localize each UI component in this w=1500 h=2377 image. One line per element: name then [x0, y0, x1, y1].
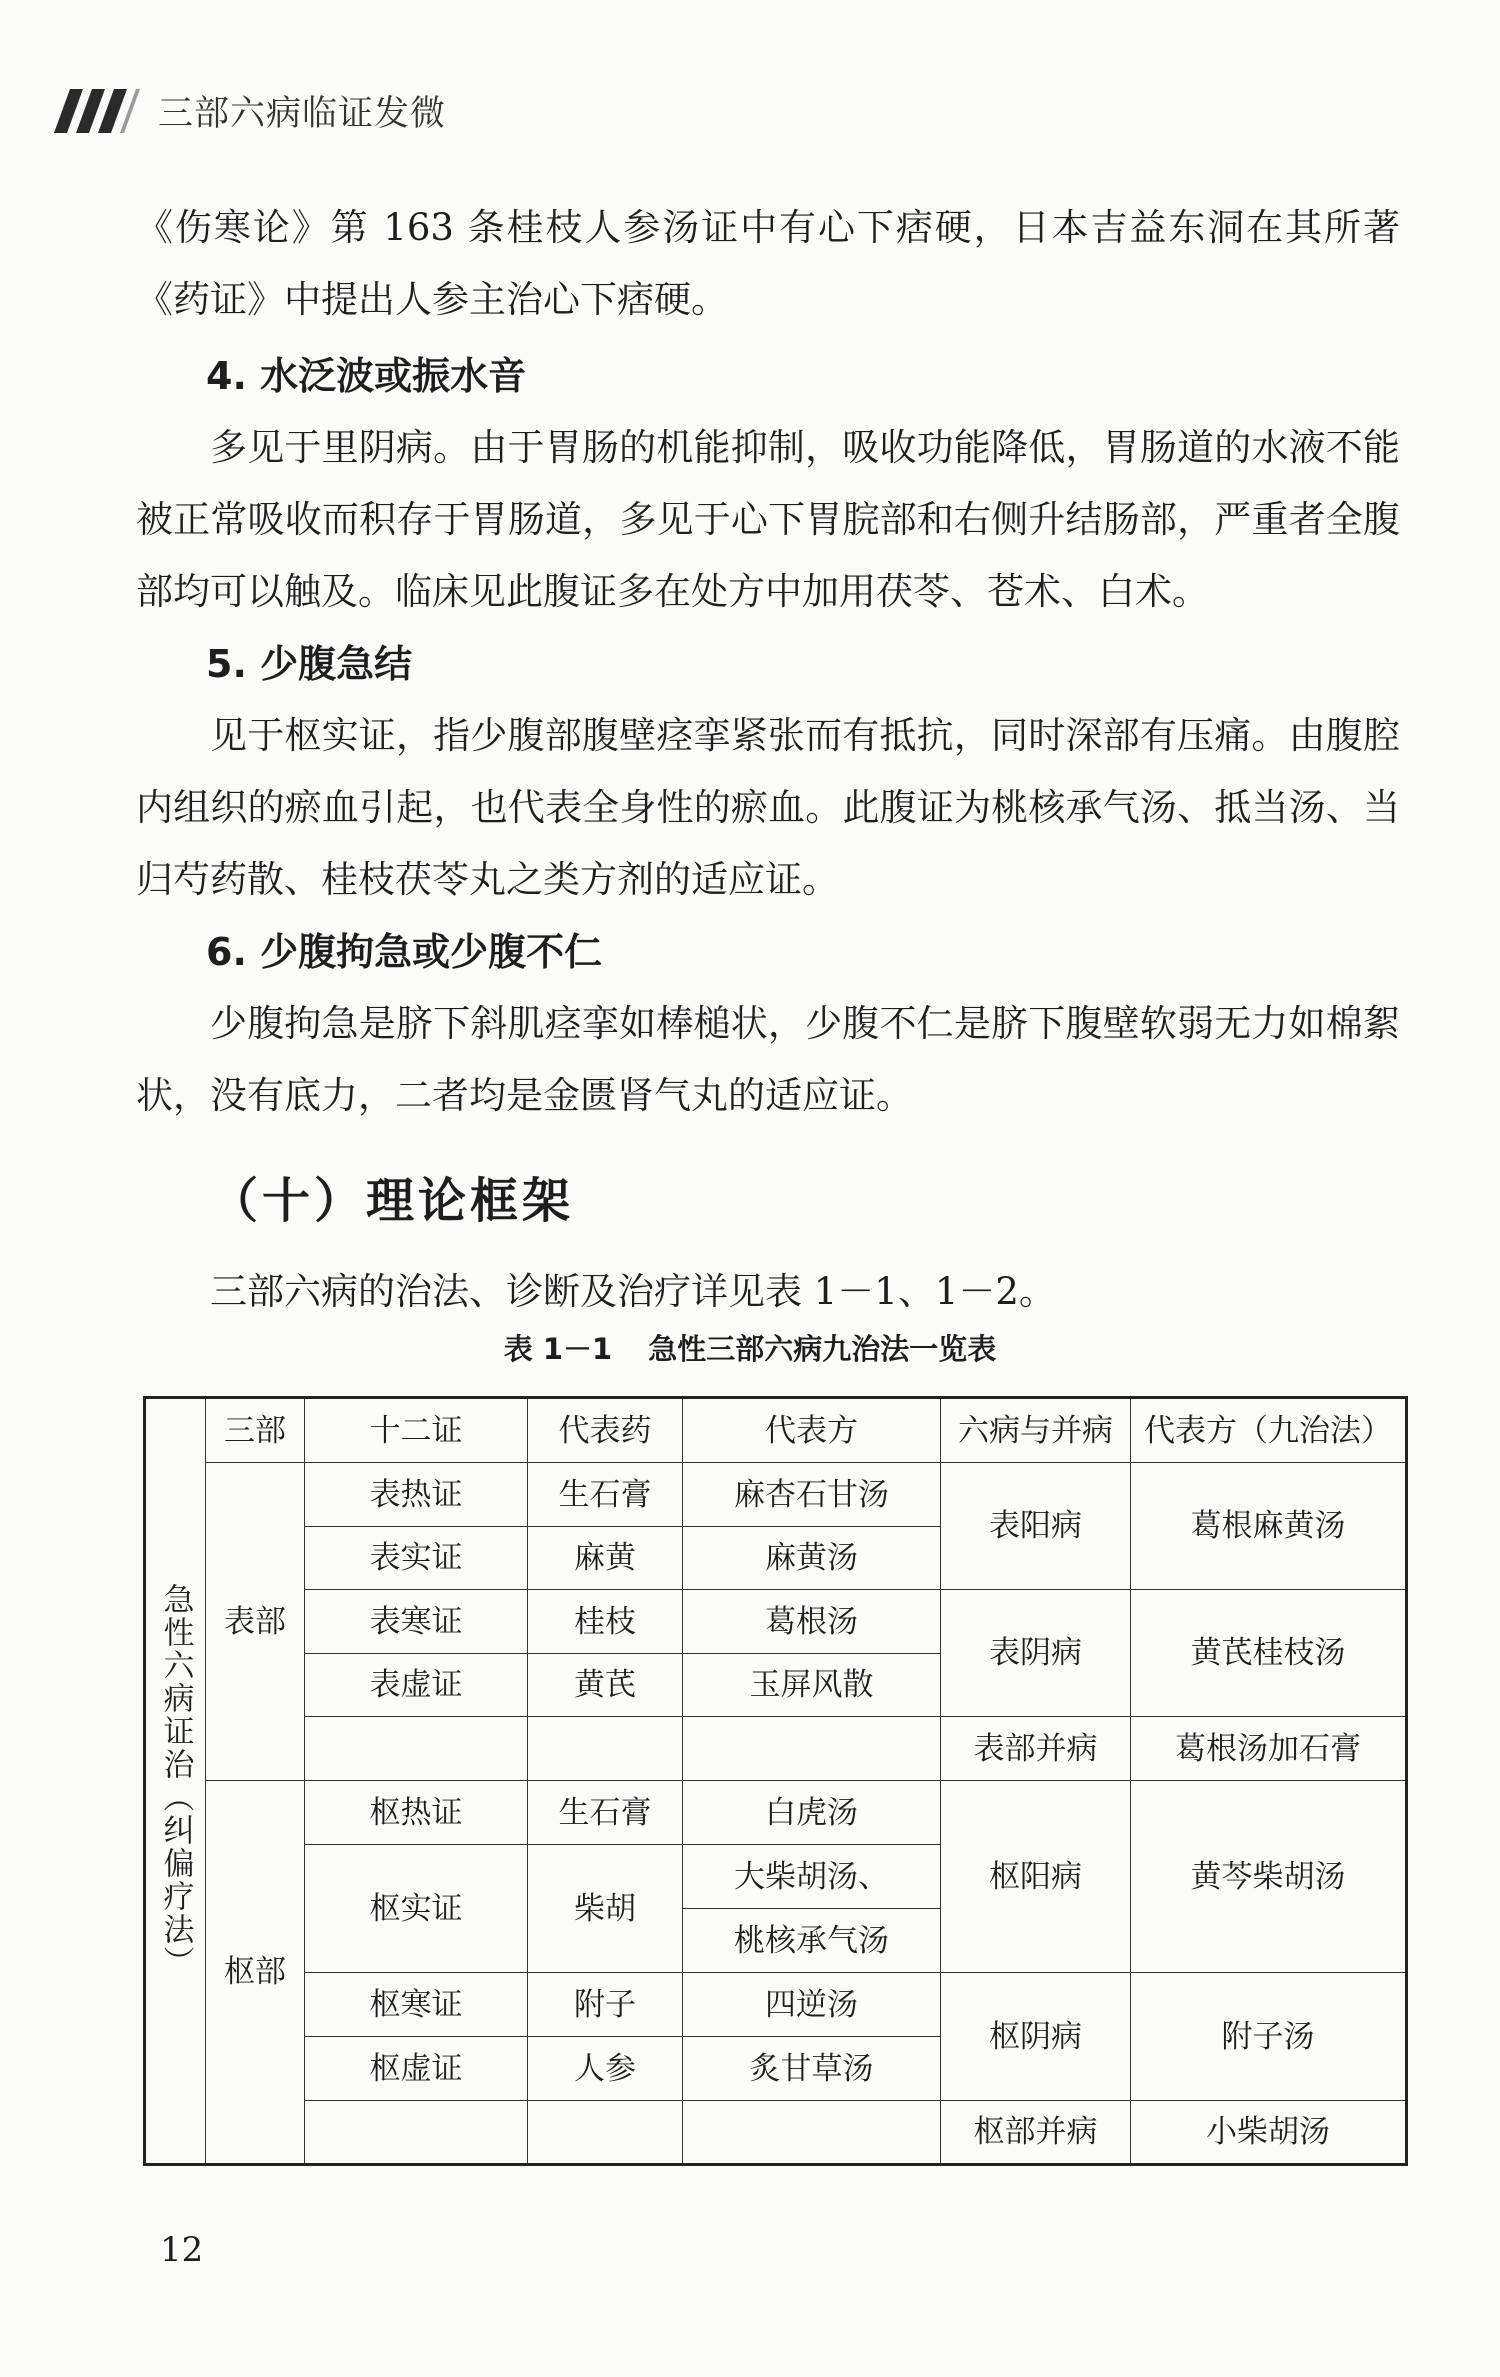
paragraph-4: 多见于里阴病。由于胃肠的机能抑制，吸收功能降低，胃肠道的水液不能被正常吸收而积存于胃肠道，多见于心下胃脘部和右侧升结肠部，严重者全腹部均可以触及。临床见此腹证多在处方中加用茯苓、苍术、白术。 [136, 426, 1400, 613]
bing-cell: 表阴病 [941, 1590, 1131, 1717]
header-cell: 三部 [206, 1398, 305, 1463]
zheng-cell: 表实证 [305, 1527, 528, 1590]
table-title: 急性三部六病九治法一览表 [648, 1332, 997, 1366]
fang-cell: 葛根汤 [683, 1590, 941, 1654]
group-fang-cell: 黄芪桂枝汤 [1131, 1590, 1407, 1717]
heading-4: 4. 水泛波或振水音 [206, 354, 527, 398]
part-cell: 枢部 [206, 1781, 305, 2165]
table-row [145, 1463, 1407, 1527]
bing-cell: 枢阳病 [941, 1781, 1131, 1973]
table-row [145, 1590, 1407, 1654]
paragraph-1: 《伤寒论》第 163 条桂枝人参汤证中有心下痞硬，日本吉益东洞在其所著《药证》中提出人参主治心下痞硬。 [136, 206, 1400, 321]
bing-cell: 表部并病 [941, 1717, 1131, 1781]
bing-cell: 枢部并病 [941, 2101, 1131, 2165]
group-fang-cell: 小柴胡汤 [1131, 2101, 1407, 2165]
fang-cell: 麻杏石甘汤 [683, 1463, 941, 1527]
table-row [145, 1781, 1407, 1845]
table-header-row [145, 1398, 1407, 1463]
header-cell: 六病与并病 [941, 1398, 1131, 1463]
empty-cell [305, 2101, 528, 2165]
running-header [62, 86, 446, 136]
empty-cell [683, 2101, 941, 2165]
header-stripes-icon [62, 86, 152, 136]
table-row [145, 1717, 1407, 1781]
fang-cell: 桃核承气汤 [683, 1909, 941, 1973]
treatment-table [143, 1396, 1408, 2166]
table-caption [0, 1327, 1500, 1368]
book-title: 三部六病临证发微 [158, 94, 447, 134]
group-fang-cell: 葛根汤加石膏 [1131, 1717, 1407, 1781]
zheng-cell: 枢寒证 [305, 1973, 528, 2037]
zheng-cell: 枢实证 [305, 1845, 528, 1973]
empty-cell [305, 1717, 528, 1781]
fang-cell: 炙甘草汤 [683, 2037, 941, 2101]
fang-cell: 大柴胡汤、 [683, 1845, 941, 1909]
fang-cell: 四逆汤 [683, 1973, 941, 2037]
group-fang-cell: 黄芩柴胡汤 [1131, 1781, 1407, 1973]
side-label: 急性六病证治（纠偏疗法） [157, 1583, 194, 1979]
empty-cell [683, 1717, 941, 1781]
fang-cell: 麻黄汤 [683, 1527, 941, 1590]
heading-6: 6. 少腹拘急或少腹不仁 [206, 930, 603, 974]
table-number: 表 1－1 [503, 1332, 613, 1366]
paragraph-6: 少腹拘急是脐下斜肌痉挛如棒槌状，少腹不仁是脐下腹壁软弱无力如棉絮状，没有底力，二者均是金匮肾气丸的适应证。 [136, 1002, 1400, 1117]
table-row [145, 2101, 1407, 2165]
group-fang-cell: 附子汤 [1131, 1973, 1407, 2101]
paragraph-7: 三部六病的治法、诊断及治疗详见表 1－1、1－2。 [210, 1270, 1056, 1313]
header-cell: 代表方 [683, 1398, 941, 1463]
yao-cell: 麻黄 [528, 1527, 683, 1590]
page-number: 12 [160, 2230, 204, 2270]
group-fang-cell: 葛根麻黄汤 [1131, 1463, 1407, 1590]
empty-cell [528, 2101, 683, 2165]
bing-cell: 枢阴病 [941, 1973, 1131, 2101]
empty-cell [528, 1717, 683, 1781]
table-row [145, 1973, 1407, 2037]
header-cell: 十二证 [305, 1398, 528, 1463]
heading-5: 5. 少腹急结 [206, 642, 413, 686]
bing-cell: 表阳病 [941, 1463, 1131, 1590]
yao-cell: 人参 [528, 2037, 683, 2101]
zheng-cell: 表热证 [305, 1463, 528, 1527]
fang-cell: 玉屏风散 [683, 1654, 941, 1717]
yao-cell: 桂枝 [528, 1590, 683, 1654]
zheng-cell: 表虚证 [305, 1654, 528, 1717]
header-cell: 代表方（九治法） [1131, 1398, 1407, 1463]
side-label-cell [145, 1398, 206, 2165]
paragraph-5: 见于枢实证，指少腹部腹壁痉挛紧张而有抵抗，同时深部有压痛。由腹腔内组织的瘀血引起，也代表全身性的瘀血。此腹证为桃核承气汤、抵当汤、当归芍药散、桂枝茯苓丸之类方剂的适应证。 [136, 714, 1400, 901]
yao-cell: 生石膏 [528, 1781, 683, 1845]
header-cell: 代表药 [528, 1398, 683, 1463]
fang-cell: 白虎汤 [683, 1781, 941, 1845]
yao-cell: 附子 [528, 1973, 683, 2037]
section-heading: （十）理论框架 [210, 1173, 575, 1229]
zheng-cell: 枢热证 [305, 1781, 528, 1845]
zheng-cell: 表寒证 [305, 1590, 528, 1654]
zheng-cell: 枢虚证 [305, 2037, 528, 2101]
yao-cell: 黄芪 [528, 1654, 683, 1717]
yao-cell: 柴胡 [528, 1845, 683, 1973]
yao-cell: 生石膏 [528, 1463, 683, 1527]
part-cell: 表部 [206, 1463, 305, 1781]
